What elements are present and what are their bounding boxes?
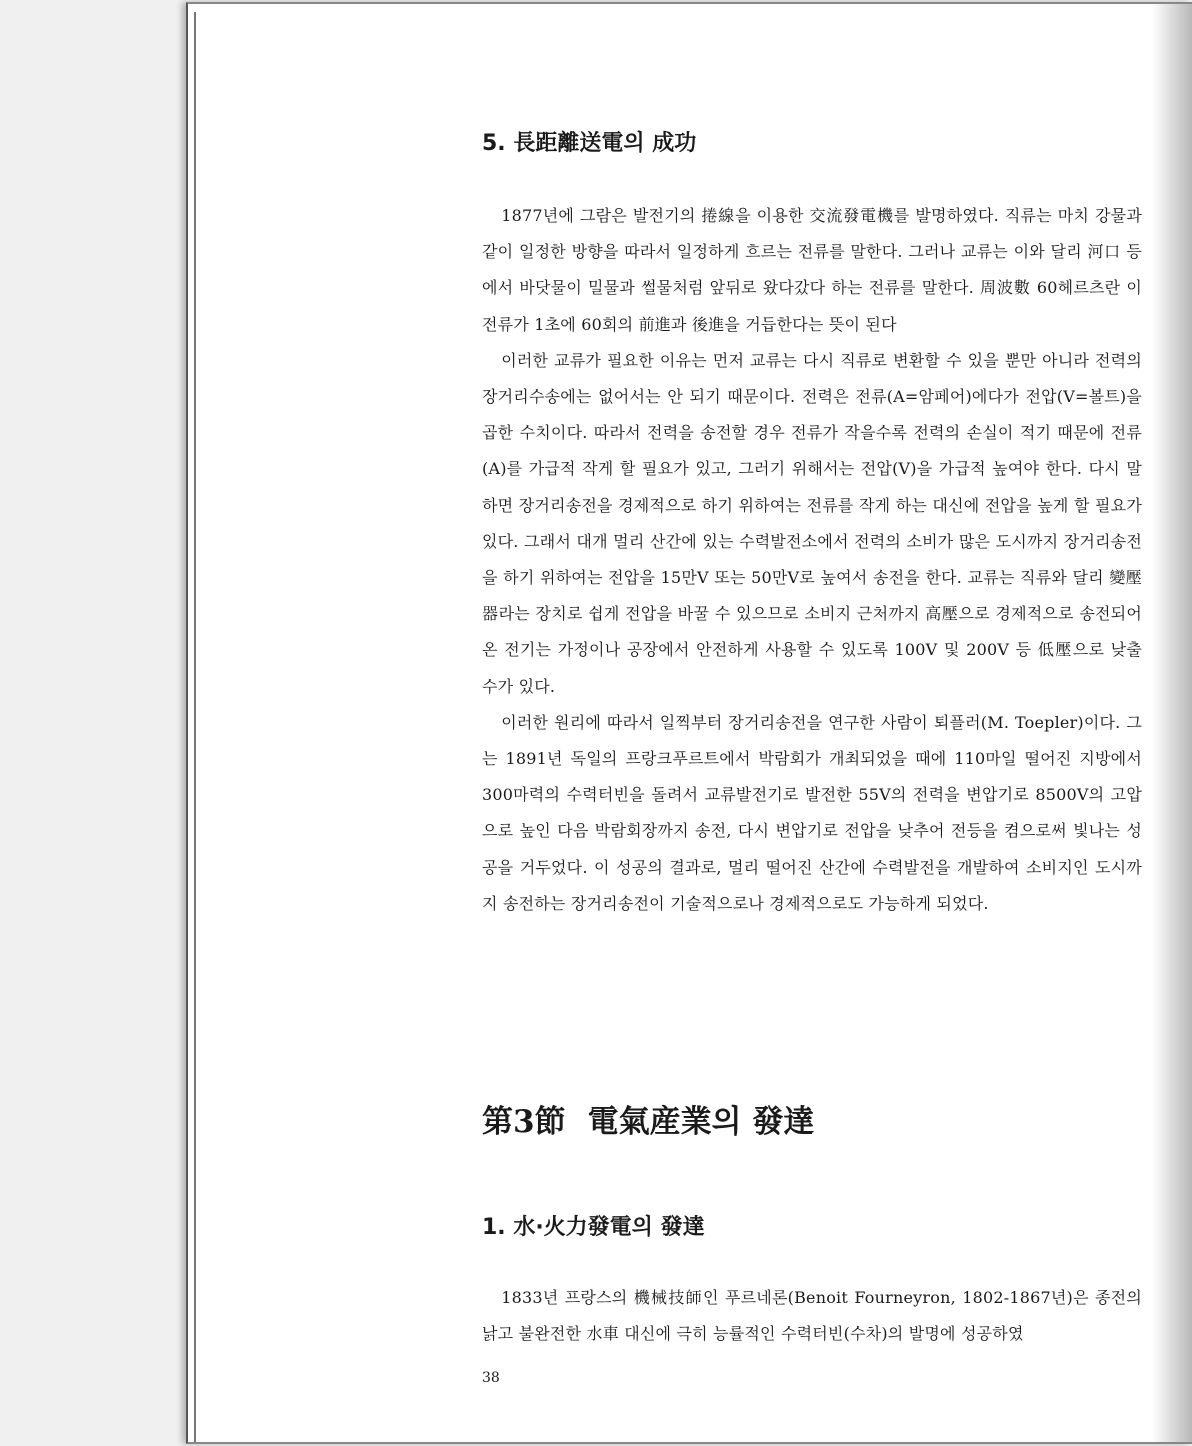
chapter-title: 電氣産業의 發達 [587,1104,815,1140]
document-page [186,2,1192,1444]
chapter-heading [482,1096,814,1141]
subsection-body [482,1280,1142,1352]
paragraph: 이러한 원리에 따라서 일찍부터 장거리송전을 연구한 사람이 퇴플러(M. Toepler)이다. 그는 1891년 독일의 프랑크푸르트에서 박람회가 개최되었을 때에 110마일 떨어진 지방에서 300마력의 수력터빈을 돌려서 교류발전기로 발전한 55V의 전력을 변압기로 8500V의 고압으로 높인 다음 박람회장까지 송전, 다시 변압기로 전압을 낮추어 전등을 켬으로써 빛나는 성공을 거두었다. 이 성공의 결과로, 멀리 떨어진 산간에 수력발전을 개발하여 소비지인 도시까지 송전하는 장거리송전이 기술적으로나 경제적으로도 가능하게 되었다. [482,712,1142,913]
paragraph: 1877년에 그람은 발전기의 捲線을 이용한 交流發電機를 발명하였다. 직류는 마치 강물과 같이 일정한 방향을 따라서 일정하게 흐르는 전류를 말한다. 그러나 교류는 이와 달리 河口 등에서 바닷물이 밀물과 썰물처럼 앞뒤로 왔다갔다 하는 전류를 말한다. 周波數 60헤르츠란 이 전류가 1초에 60회의 前進과 後進을 거듭한다는 뜻이 된다 [482,206,1142,334]
section-heading: 5. 長距離送電의 成功 [482,131,697,156]
page-number: 38 [482,1370,500,1386]
paragraph: 이러한 교류가 필요한 이유는 먼저 교류는 다시 직류로 변환할 수 있을 뿐만 아니라 전력의 장거리수송에는 없어서는 안 되기 때문이다. 전력은 전류(A=암페어)에다가 전압(V=볼트)을 곱한 수치이다. 따라서 전력을 송전할 경우 전류가 작을수록 전력의 손실이 적기 때문에 전류(A)를 가급적 작게 할 필요가 있고, 그러기 위해서는 전압(V)을 가급적 높여야 한다. 다시 말하면 장거리송전을 경제적으로 하기 위하여는 전류를 작게 하는 대신에 전압을 높게 할 필요가 있다. 그래서 대개 멀리 산간에 있는 수력발전소에서 전력의 소비가 많은 도시까지 장거리송전을 하기 위하여는 전압을 15만V 또는 50만V로 높여서 송전을 한다. 교류는 직류와 달리 變壓器라는 장치로 쉽게 전압을 바꿀 수 있으므로 소비지 근처까지 高壓으로 경제적으로 송전되어 온 전기는 가정이나 공장에서 안전하게 사용할 수 있도록 100V 및 200V 등 低壓으로 낮출 수가 있다. [482,350,1142,696]
paragraph: 1833년 프랑스의 機械技師인 푸르네론(Benoit Fourneyron, 1802-1867년)은 종전의 낡고 불완전한 水車 대신에 극히 능률적인 수력터빈(수차)의 발명에 성공하였 [482,1288,1142,1344]
chapter-number: 第3節 [482,1104,566,1140]
subsection-heading: 1. 水·火力發電의 發達 [482,1215,705,1240]
section-body [482,198,1142,922]
